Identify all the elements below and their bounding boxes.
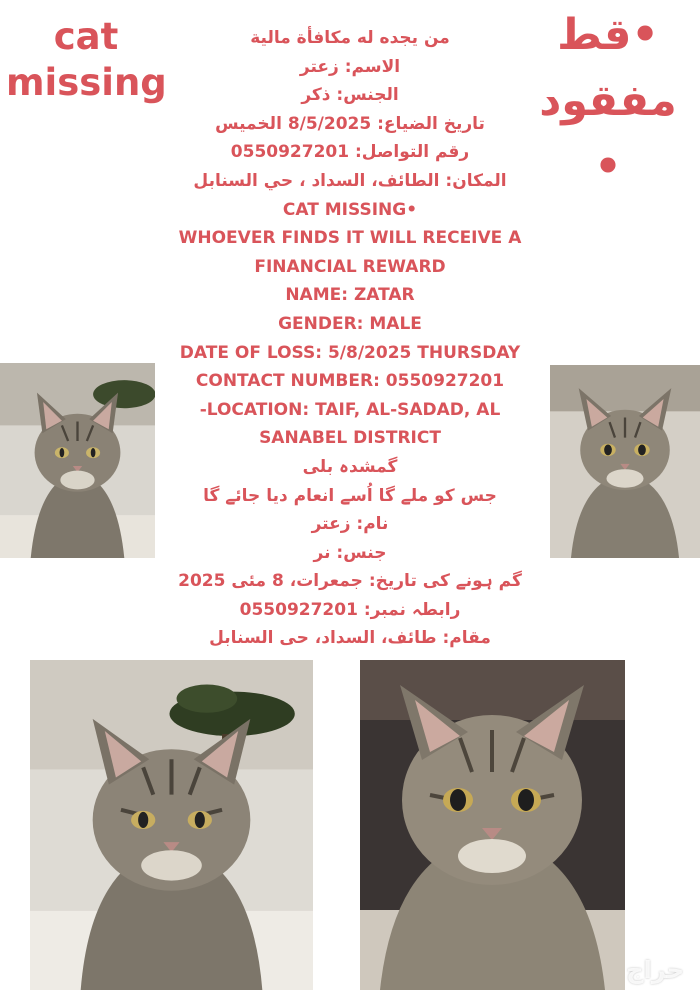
ur-contact-line: رابطہ نمبر: 0550927201 xyxy=(239,599,461,620)
ar-date-line: تاريخ الضياع: 8/5/2025 الخميس xyxy=(215,113,485,134)
en-date-line: DATE OF LOSS: 5/8/2025 THURSDAY xyxy=(179,342,521,363)
cat-photo-left xyxy=(0,363,155,558)
ur-title-line: گمشدہ بلی xyxy=(302,456,398,477)
en-name-line: NAME: ZATAR xyxy=(285,285,415,306)
en-title-line: CAT MISSING• xyxy=(282,199,418,220)
cat-photo-bottom-right xyxy=(360,660,625,990)
site-watermark: حراج xyxy=(626,956,684,984)
cat-photo-right xyxy=(550,365,700,558)
en-location-line: -LOCATION: TAIF, AL-SADAD, AL SANABEL DISTRICT xyxy=(199,399,501,449)
poster-body xyxy=(168,24,532,653)
english-title xyxy=(6,14,166,106)
english-title-line1: cat xyxy=(53,15,119,58)
arabic-title-line1: •قط xyxy=(557,10,659,60)
ur-date-line: گم ہونے کی تاریخ: جمعرات، 8 مئی 2025 xyxy=(178,571,522,592)
ur-reward-line: جس کو ملے گا اُسے انعام دیا جائے گا xyxy=(203,485,497,506)
ur-location-line: مقام: طائف، السداد، حی السنابل xyxy=(209,628,491,649)
ur-name-line: نام: زعتر xyxy=(311,514,389,535)
ur-gender-line: جنس: نر xyxy=(313,542,387,563)
arabic-title-line2: مفقود • xyxy=(539,76,677,192)
en-contact-line: CONTACT NUMBER: 0550927201 xyxy=(195,371,505,392)
en-reward-line: WHOEVER FINDS IT WILL RECEIVE A FINANCIAL REWARD xyxy=(178,228,522,277)
ar-contact-line: رقم التواصل: 0550927201 xyxy=(230,142,470,163)
en-gender-line: GENDER: MALE xyxy=(278,313,422,334)
ar-gender-line: الجنس: ذكر xyxy=(301,85,399,106)
ar-name-line: الاسم: زعتر xyxy=(299,56,401,77)
arabic-title xyxy=(528,2,688,200)
english-title-line2: missing xyxy=(6,61,167,104)
ar-reward-line: من يجده له مكافأة مالية xyxy=(250,28,450,48)
cat-photo-bottom-left xyxy=(30,660,313,990)
ar-location-line: المكان: الطائف، السداد ، حي السنابل xyxy=(193,170,507,191)
